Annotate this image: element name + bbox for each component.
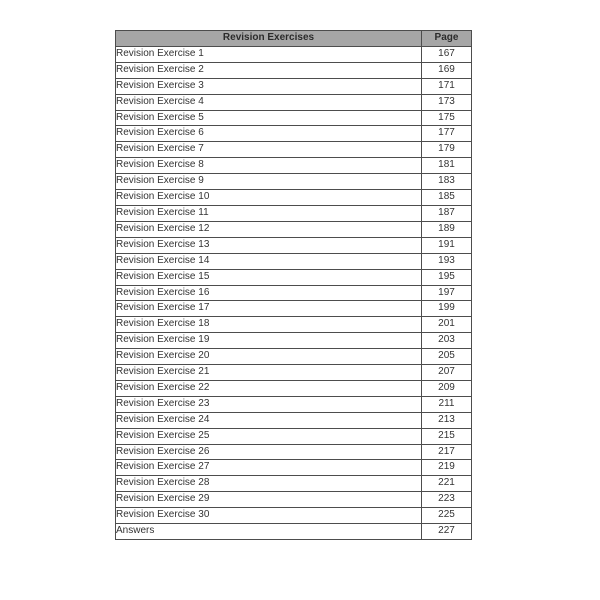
row-page: 171 <box>422 78 472 94</box>
row-label: Revision Exercise 9 <box>116 174 422 190</box>
row-label: Revision Exercise 3 <box>116 78 422 94</box>
row-label: Revision Exercise 7 <box>116 142 422 158</box>
row-page: 201 <box>422 317 472 333</box>
row-label: Revision Exercise 12 <box>116 221 422 237</box>
row-page: 177 <box>422 126 472 142</box>
row-page: 215 <box>422 428 472 444</box>
table-row <box>116 412 472 428</box>
row-page: 203 <box>422 333 472 349</box>
revision-exercises-table <box>115 30 472 540</box>
table-row <box>116 524 472 540</box>
row-label: Revision Exercise 27 <box>116 460 422 476</box>
table-row <box>116 237 472 253</box>
row-page: 207 <box>422 365 472 381</box>
row-page: 181 <box>422 158 472 174</box>
table-row <box>116 285 472 301</box>
row-page: 211 <box>422 396 472 412</box>
row-label: Revision Exercise 10 <box>116 190 422 206</box>
table-row <box>116 269 472 285</box>
row-label: Revision Exercise 6 <box>116 126 422 142</box>
table-row <box>116 78 472 94</box>
row-page: 217 <box>422 444 472 460</box>
row-page: 225 <box>422 508 472 524</box>
row-label: Revision Exercise 24 <box>116 412 422 428</box>
row-label: Revision Exercise 13 <box>116 237 422 253</box>
row-label: Revision Exercise 26 <box>116 444 422 460</box>
row-label: Answers <box>116 524 422 540</box>
table-row <box>116 317 472 333</box>
row-page: 167 <box>422 46 472 62</box>
row-page: 205 <box>422 349 472 365</box>
row-label: Revision Exercise 16 <box>116 285 422 301</box>
table-row <box>116 142 472 158</box>
table-header-page: Page <box>422 31 472 47</box>
row-page: 193 <box>422 253 472 269</box>
row-page: 197 <box>422 285 472 301</box>
table-row <box>116 508 472 524</box>
table-row <box>116 158 472 174</box>
row-label: Revision Exercise 2 <box>116 62 422 78</box>
row-label: Revision Exercise 4 <box>116 94 422 110</box>
table-row <box>116 205 472 221</box>
row-label: Revision Exercise 30 <box>116 508 422 524</box>
table-row <box>116 221 472 237</box>
table-row <box>116 380 472 396</box>
table-row <box>116 126 472 142</box>
table-row <box>116 428 472 444</box>
row-page: 195 <box>422 269 472 285</box>
table-row <box>116 396 472 412</box>
row-label: Revision Exercise 14 <box>116 253 422 269</box>
table-header-row <box>116 31 472 47</box>
row-label: Revision Exercise 11 <box>116 205 422 221</box>
table-row <box>116 333 472 349</box>
table-header-title: Revision Exercises <box>116 31 422 47</box>
row-page: 183 <box>422 174 472 190</box>
row-page: 227 <box>422 524 472 540</box>
table-row <box>116 94 472 110</box>
row-page: 173 <box>422 94 472 110</box>
table-row <box>116 253 472 269</box>
row-label: Revision Exercise 8 <box>116 158 422 174</box>
table-body <box>116 46 472 539</box>
table-row <box>116 476 472 492</box>
row-page: 209 <box>422 380 472 396</box>
table-row <box>116 349 472 365</box>
row-label: Revision Exercise 22 <box>116 380 422 396</box>
row-label: Revision Exercise 23 <box>116 396 422 412</box>
row-label: Revision Exercise 15 <box>116 269 422 285</box>
row-label: Revision Exercise 5 <box>116 110 422 126</box>
row-page: 169 <box>422 62 472 78</box>
table-row <box>116 62 472 78</box>
row-label: Revision Exercise 29 <box>116 492 422 508</box>
row-label: Revision Exercise 19 <box>116 333 422 349</box>
table-row <box>116 444 472 460</box>
row-label: Revision Exercise 17 <box>116 301 422 317</box>
table-row <box>116 46 472 62</box>
row-label: Revision Exercise 1 <box>116 46 422 62</box>
row-page: 219 <box>422 460 472 476</box>
row-label: Revision Exercise 18 <box>116 317 422 333</box>
table-row <box>116 492 472 508</box>
table-row <box>116 174 472 190</box>
row-label: Revision Exercise 28 <box>116 476 422 492</box>
table-row <box>116 365 472 381</box>
table-row <box>116 110 472 126</box>
table-row <box>116 190 472 206</box>
row-page: 223 <box>422 492 472 508</box>
row-page: 175 <box>422 110 472 126</box>
row-page: 213 <box>422 412 472 428</box>
row-page: 179 <box>422 142 472 158</box>
table-row <box>116 301 472 317</box>
row-label: Revision Exercise 21 <box>116 365 422 381</box>
row-label: Revision Exercise 25 <box>116 428 422 444</box>
row-page: 191 <box>422 237 472 253</box>
row-page: 221 <box>422 476 472 492</box>
row-page: 189 <box>422 221 472 237</box>
row-page: 185 <box>422 190 472 206</box>
row-page: 187 <box>422 205 472 221</box>
row-page: 199 <box>422 301 472 317</box>
table-row <box>116 460 472 476</box>
row-label: Revision Exercise 20 <box>116 349 422 365</box>
